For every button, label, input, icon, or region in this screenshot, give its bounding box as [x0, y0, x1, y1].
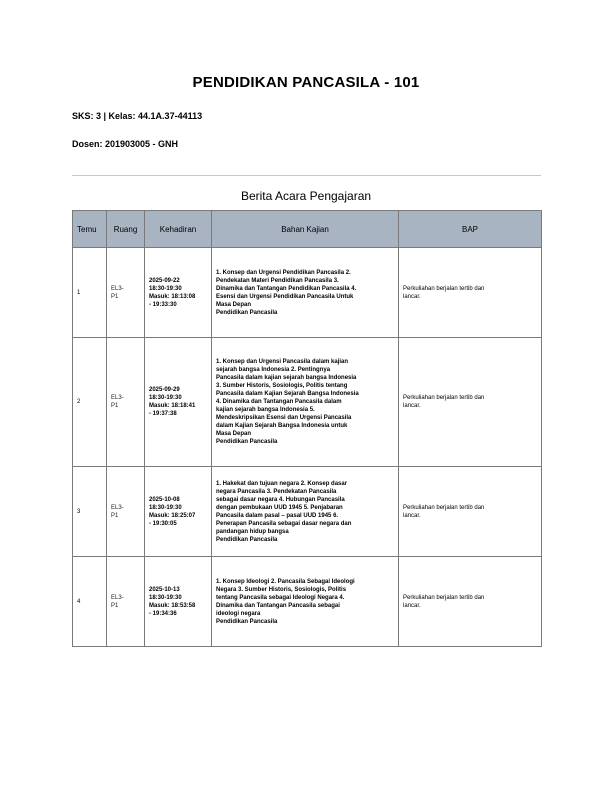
bap-line: lancar.: [403, 512, 421, 519]
kehadiran-date: 2025-10-13: [149, 586, 180, 593]
ruang-line: EL3-: [111, 285, 124, 292]
bahan-line: Pendidikan Pancasila: [216, 309, 278, 316]
bahan-line: dalam Kajian Sejarah Bangsa Indonesia untuk: [216, 423, 348, 429]
bahan-line: Masa Depan: [216, 301, 252, 308]
bahan-line: dengan pembukaan UUD 1945 5. Penjabaran: [216, 504, 343, 511]
cell-bahan-kajian: [212, 557, 399, 647]
cell-bap: [399, 248, 542, 338]
bahan-line: Penerapan Pancasila sebagai dasar negara dan: [216, 520, 352, 527]
ruang-line: P1: [111, 602, 119, 609]
bahan-line: Pancasila dalam Kajian Sejarah Bangsa Indonesia: [216, 391, 359, 397]
ruang-line: EL3-: [111, 504, 124, 511]
bahan-line: Dinamika dan Tantangan Pendidikan Pancasila 4.: [216, 285, 357, 292]
kehadiran-date: 2025-10-08: [149, 496, 180, 503]
cell-kehadiran: [145, 557, 212, 647]
cell-bap: [399, 338, 542, 467]
table-row: [73, 248, 542, 338]
bahan-line: Negara 3. Sumber Historis, Sosiologis, Politis: [216, 586, 347, 593]
cell-ruang: [107, 467, 145, 557]
ruang-line: P1: [111, 403, 119, 409]
bap-line: lancar.: [403, 293, 421, 300]
kehadiran-date: 2025-09-29: [149, 387, 180, 393]
bahan-line: ideologi negara: [216, 610, 261, 617]
header-bahan-kajian: Bahan Kajian: [212, 211, 399, 248]
cell-kehadiran: [145, 467, 212, 557]
bahan-line: Mendeskripsikan Esensi dan Urgensi Pancasila: [216, 415, 352, 421]
header-ruang: Ruang: [107, 211, 145, 248]
bap-line: Perkuliahan berjalan tertib dan: [403, 395, 485, 401]
bahan-line: Pancasila dalam kajian sejarah bangsa Indonesia: [216, 375, 357, 381]
document-title: PENDIDIKAN PANCASILA - 101: [192, 74, 420, 91]
bahan-line: sebagai dasar negara 4. Hubungan Pancasila: [216, 496, 345, 503]
kehadiran-checkin: Masuk: 18:18:41: [149, 403, 196, 409]
kehadiran-schedule: 18:30-19:30: [149, 504, 182, 511]
bahan-line: 4. Dinamika dan Tantangan Pancasila dalam: [216, 399, 342, 405]
bahan-line: 1. Hakekat dan tujuan negara 2. Konsep dasar: [216, 480, 348, 487]
bahan-line: sejarah bangsa Indonesia 2. Pentingnya: [216, 367, 331, 373]
cell-temu: 1: [73, 248, 107, 338]
cell-kehadiran: [145, 248, 212, 338]
bahan-line: tentang Pancasila sebagai Ideologi Negara 4.: [216, 594, 345, 601]
header-bap: BAP: [399, 211, 542, 248]
bap-line: lancar.: [403, 403, 421, 409]
bahan-line: Pendidikan Pancasila: [216, 439, 278, 445]
cell-temu: 2: [73, 338, 107, 467]
divider: [72, 175, 541, 176]
bahan-line: Pendidikan Pancasila: [216, 536, 278, 543]
bahan-line: pandangan hidup bangsa: [216, 528, 289, 535]
table-header-row: [73, 211, 542, 248]
bahan-line: 1. Konsep Ideologi 2. Pancasila Sebagai Ideologi: [216, 578, 355, 585]
cell-bap: [399, 557, 542, 647]
cell-temu: 4: [73, 557, 107, 647]
bahan-line: kajian sejarah bangsa Indonesia 5.: [216, 407, 315, 413]
kehadiran-date: 2025-09-22: [149, 277, 180, 284]
table-row: [73, 557, 542, 647]
bahan-line: Pancasila dalam pasal – pasal UUD 1945 6.: [216, 512, 339, 519]
bap-line: Perkuliahan berjalan tertib dan: [403, 504, 485, 511]
ruang-line: EL3-: [111, 395, 124, 401]
section-title: Berita Acara Pengajaran: [240, 189, 372, 203]
kehadiran-checkin: Masuk: 18:53:58: [149, 602, 196, 609]
kehadiran-checkin: Masuk: 18:25:07: [149, 512, 196, 519]
cell-ruang: [107, 557, 145, 647]
cell-kehadiran: [145, 338, 212, 467]
bahan-line: Masa Depan: [216, 431, 252, 437]
table-row: [73, 467, 542, 557]
kehadiran-checkout: - 19:30:05: [149, 520, 177, 527]
bap-table: [72, 210, 542, 647]
table-row: [73, 338, 542, 467]
cell-bahan-kajian: [212, 467, 399, 557]
lecturer-info: Dosen: 201903005 - GNH: [72, 139, 179, 149]
header-kehadiran: Kehadiran: [145, 211, 212, 248]
bahan-line: 1. Konsep dan Urgensi Pendidikan Pancasila 2.: [216, 269, 351, 276]
kehadiran-schedule: 18:30-19:30: [149, 285, 182, 292]
bahan-line: 3. Sumber Historis, Sosiologis, Politis tentang: [216, 383, 348, 389]
bahan-line: negara Pancasila 3. Pendekatan Pancasila: [216, 488, 337, 495]
bahan-line: Pendekatan Materi Pendidikan Pancasila 3.: [216, 277, 339, 284]
cell-temu: 3: [73, 467, 107, 557]
bap-line: lancar.: [403, 602, 421, 609]
bahan-line: 1. Konsep dan Urgensi Pancasila dalam kajian: [216, 359, 349, 365]
header-temu: Temu: [73, 211, 107, 248]
bahan-line: Dinamika dan Tantangan Pancasila sebagai: [216, 602, 340, 609]
kehadiran-checkout: - 19:37:38: [149, 411, 177, 417]
cell-bahan-kajian: [212, 338, 399, 467]
ruang-line: P1: [111, 512, 119, 519]
bahan-line: Pendidikan Pancasila: [216, 618, 278, 625]
cell-bap: [399, 467, 542, 557]
kehadiran-checkin: Masuk: 18:13:08: [149, 293, 196, 300]
bahan-line: Esensi dan Urgensi Pendidikan Pancasila Untuk: [216, 293, 354, 300]
ruang-line: EL3-: [111, 594, 124, 601]
kehadiran-schedule: 18:30-19:30: [149, 395, 182, 401]
kehadiran-checkout: - 19:33:30: [149, 301, 177, 308]
ruang-line: P1: [111, 293, 119, 300]
course-info: SKS: 3 | Kelas: 44.1A.37-44113: [72, 111, 203, 121]
cell-ruang: [107, 338, 145, 467]
cell-bahan-kajian: [212, 248, 399, 338]
bap-line: Perkuliahan berjalan tertib dan: [403, 285, 485, 292]
cell-ruang: [107, 248, 145, 338]
kehadiran-schedule: 18:30-19:30: [149, 594, 182, 601]
bap-line: Perkuliahan berjalan tertib dan: [403, 594, 485, 601]
kehadiran-checkout: - 19:34:36: [149, 610, 177, 617]
